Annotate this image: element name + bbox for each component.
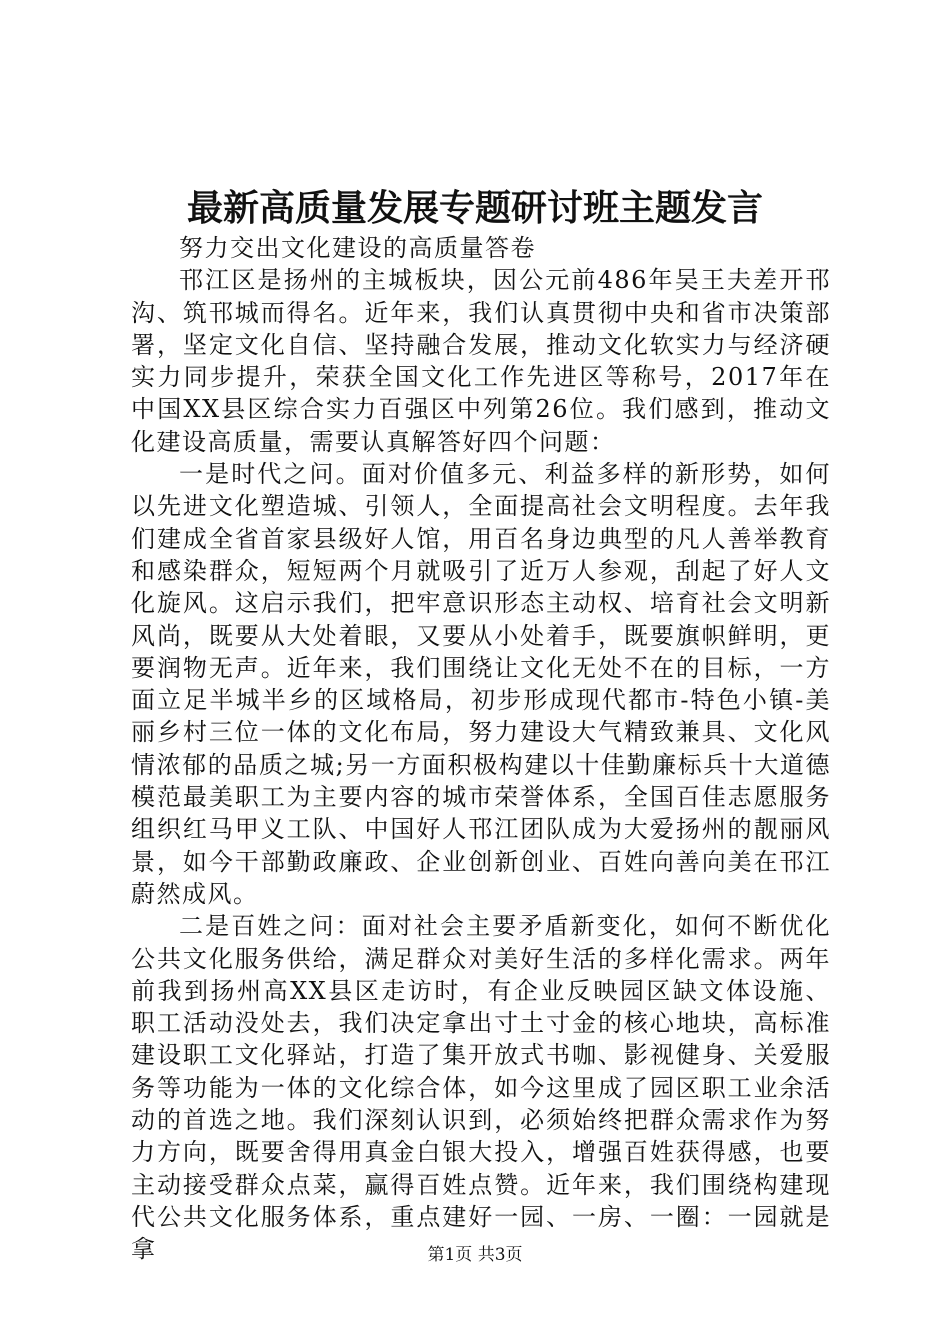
document-title: 最新高质量发展专题研讨班主题发言 — [186, 187, 763, 229]
subtitle-paragraph: 努力交出文化建设的高质量答卷 — [179, 234, 536, 262]
page-number-footer: 第1页 共3页 — [427, 1245, 523, 1265]
document-body — [131, 232, 831, 1266]
intro-paragraph: 邗江区是扬州的主城板块，因公元前486年吴王夫差开邗沟、筑邗城而得名。近年来，我们认真贯彻中央和省市决策部署，坚定文化自信、坚持融合发展，推动文化软实力与经济硬实力同步提升，荣获全国文化工作先进区等称号，2017年在中国XX县区综合实力百强区中列第26位。我们感到，推动文化建设高质量，需要认真解答好四个问题： — [131, 266, 831, 456]
second-question-paragraph: 二是百姓之问：面对社会主要矛盾新变化，如何不断优化公共文化服务供给，满足群众对美好生活的多样化需求。两年前我到扬州高XX县区走访时，有企业反映园区缺文体设施、职工活动没处去，我们决定拿出寸土寸金的核心地块，高标准建设职工文化驿站，打造了集开放式书咖、影视健身、关爱服务等功能为一体的文化综合体，如今这里成了园区职工业余活动的首选之地。我们深刻认识到，必须始终把群众需求作为努力方向，既要舍得用真金白银大投入，增强百姓获得感，也要主动接受群众点菜，赢得百姓点赞。近年来，我们围绕构建现代公共文化服务体系，重点建好一园、一房、一圈：一园就是拿 — [131, 912, 831, 1264]
first-question-paragraph: 一是时代之问。面对价值多元、利益多样的新形势，如何以先进文化塑造城、引领人，全面提高社会文明程度。去年我们建成全省首家县级好人馆，用百名身边典型的凡人善举教育和感染群众，短短两个月就吸引了近万人参观，刮起了好人文化旋风。这启示我们，把牢意识形态主动权、培育社会文明新风尚，既要从大处着眼，又要从小处着手，既要旗帜鲜明，更要润物无声。近年来，我们围绕让文化无处不在的目标，一方面立足半城半乡的区域格局，初步形成现代都市-特色小镇-美丽乡村三位一体的文化布局，努力建设大气精致兼具、文化风情浓郁的品质之城;另一方面积极构建以十佳勤廉标兵十大道德模范最美职工为主要内容的城市荣誉体系，全国百佳志愿服务组织红马甲义工队、中国好人邗江团队成为大爱扬州的靓丽风景，如今干部勤政廉政、企业创新创业、百姓向善向美在邗江蔚然成风。 — [131, 460, 831, 908]
